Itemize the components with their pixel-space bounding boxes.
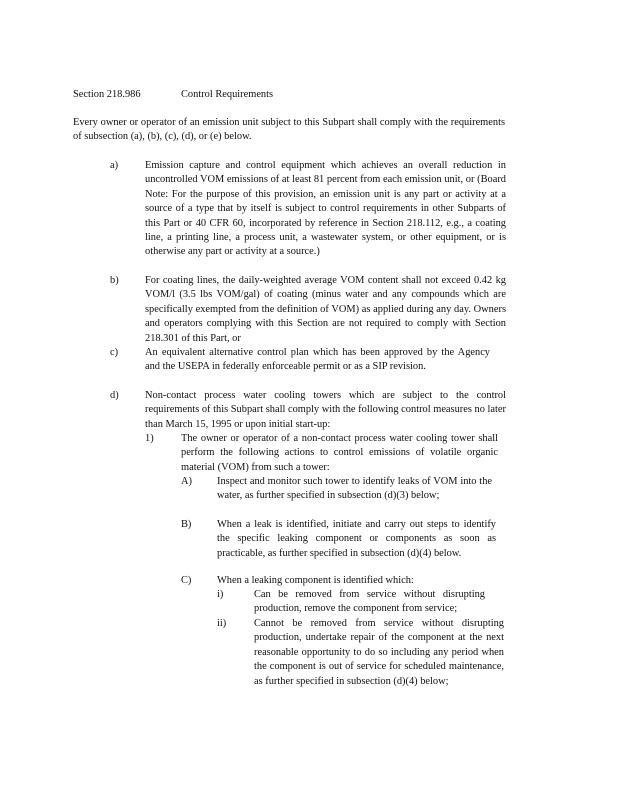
intro-paragraph: Every owner or operator of an emission unit subject to this Subpart shall comply with the requirements of subsection (a), (b), (c), (d), or (e) below. [73, 117, 505, 143]
item-text: Can be removed from service without disrupting production, remove the component from service; [254, 589, 485, 615]
item-label: C) [181, 575, 192, 586]
item-label: c) [110, 347, 119, 358]
item-label: b) [110, 275, 119, 286]
item-label: A) [181, 476, 192, 487]
item-text: An equivalent alternative control plan which has been approved by the Agency and the USEPA in federally enforceable permit or as a SIP revision. [145, 347, 490, 373]
item-text: For coating lines, the daily-weighted average VOM content shall not exceed 0.42 kg VOM/l (3.5 lbs VOM/gal) of coating (minus water and any compounds which are specifically exempted from the definition of VOM) as applied during any day. Owners and operators complying with this Section are not required to comply with Section 218.301 of this Part, or [145, 275, 506, 344]
item-label: d) [110, 390, 119, 401]
item-text: When a leaking component is identified which: [217, 575, 414, 586]
section-number: Section 218.986 [73, 89, 141, 100]
item-text: When a leak is identified, initiate and carry out steps to identify the specific leaking component or components as soon as practicable, as further specified in subsection (d)(4) below. [217, 519, 496, 559]
item-label: B) [181, 519, 192, 530]
item-label: ii) [217, 618, 227, 629]
item-text: Cannot be removed from service without disrupting production, undertake repair of the component at the next reasonable opportunity to do so including any period when the component is out of service for scheduled maintenance, as further specified in subsection (d)(4) below; [254, 618, 504, 687]
section-heading [73, 88, 273, 102]
item-text: The owner or operator of a non-contact process water cooling tower shall perform the following actions to control emissions of volatile organic material (VOM) from such a tower: [181, 433, 498, 473]
item-text: Emission capture and control equipment which achieves an overall reduction in uncontrolled VOM emissions of at least 81 percent from each emission unit, or (Board Note: For the purpose of this provision, an emission unit is any part or activity at a source of a type that by itself is subject to control requirements in other Subparts of this Part or 40 CFR 60, incorporated by reference in Section 218.112, e.g., a coating line, a printing line, a process unit, a wastewater system, or other equipment, or is otherwise any part or activity at a source.) [145, 160, 506, 258]
item-label: i) [217, 589, 224, 600]
section-title: Control Requirements [181, 89, 274, 100]
item-label: a) [110, 160, 119, 171]
item-text: Inspect and monitor such tower to identify leaks of VOM into the water, as further specified in subsection (d)(3) below; [217, 476, 492, 502]
item-text: Non-contact process water cooling towers which are subject to the control requirements of this Subpart shall comply with the following control measures no later than March 15, 1995 or upon initial start-up: [145, 390, 506, 430]
item-label: 1) [145, 433, 154, 444]
